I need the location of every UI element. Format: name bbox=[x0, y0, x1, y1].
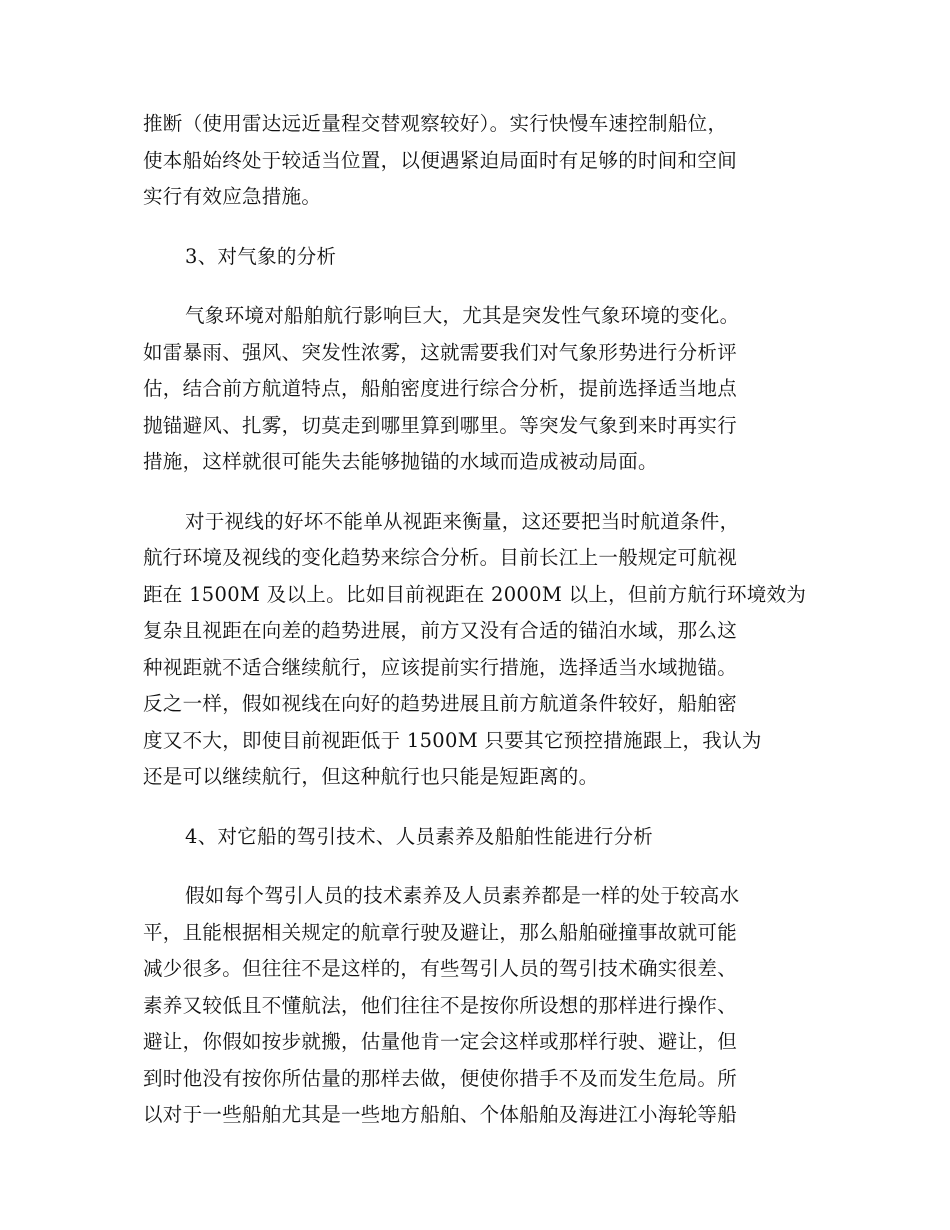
text-line: 气象环境对船舶航行影响巨大，尤其是突发性气象环境的变化。 bbox=[185, 304, 740, 327]
text-line: 实行有效应急措施。 bbox=[143, 185, 322, 208]
text-line: 距在 1500M 及以上。比如目前视距在 2000M 以上，但前方航行环境效为 bbox=[143, 582, 807, 606]
text-line: 估，结合前方航道特点，船舶密度进行综合分析，提前选择适当地点 bbox=[143, 377, 738, 400]
text-line: 以对于一些船舶尤其是一些地方船舶、个体船舶及海进江小海轮等船 bbox=[143, 1103, 738, 1126]
text-line: 航行环境及视线的变化趋势来综合分析。目前长江上一般规定可航视 bbox=[143, 546, 738, 569]
document-body bbox=[143, 106, 807, 1157]
text-line: 还是可以继续航行，但这种航行也只能是短距离的。 bbox=[143, 765, 599, 788]
paragraph-continuation bbox=[143, 106, 803, 216]
paragraph-pilots bbox=[143, 878, 803, 1134]
text-line: 种视距就不适合继续航行，应该提前实行措施，选择适当水域抛锚。 bbox=[143, 655, 738, 679]
text-line: 平，且能根据相关规定的航章行驶及避让，那么船舶碰撞事故就可能 bbox=[143, 920, 738, 944]
text-line: 素养又较低且不懂航法，他们往往不是按你所设想的那样进行操作、 bbox=[143, 993, 738, 1017]
text-line: 抛锚避风、扎雾，切莫走到哪里算到哪里。等突发气象到来时再实行 bbox=[143, 413, 738, 437]
text-line: 到时他没有按你所估量的那样去做，便使你措手不及而发生危局。所 bbox=[143, 1066, 738, 1090]
text-line: 减少很多。但往往不是这样的，有些驾引人员的驾引技术确实很差、 bbox=[143, 957, 738, 980]
text-line: 使本船始终处于较适当位置，以便遇紧迫局面时有足够的时间和空间 bbox=[143, 148, 738, 172]
text-line: 假如每个驾引人员的技术素养及人员素养都是一样的处于较高水 bbox=[185, 884, 740, 907]
text-line: 推断（使用雷达远近量程交替观察较好）。实行快慢车速控制船位， bbox=[143, 112, 728, 135]
text-line: 反之一样，假如视线在向好的趋势进展且前方航道条件较好，船舶密 bbox=[143, 692, 738, 715]
text-line: 度又不大，即使目前视距低于 1500M 只要其它预控措施跟上，我认为 bbox=[143, 728, 762, 752]
section-heading-4: 4、对它船的驾引技术、人员素养及船舶性能进行分析 bbox=[185, 824, 654, 848]
text-line: 避让，你假如按步就搬，估量他肯一定会这样或那样行驶、避让，但 bbox=[143, 1030, 738, 1053]
text-line: 措施，这样就很可能失去能够抛锚的水域而造成被动局面。 bbox=[143, 450, 658, 473]
section-heading-3: 3、对气象的分析 bbox=[185, 244, 337, 268]
text-line: 对于视线的好坏不能单从视距来衡量，这还要把当时航道条件， bbox=[185, 509, 740, 533]
paragraph-weather bbox=[143, 298, 803, 481]
text-line: 复杂且视距在向差的趋势进展，前方又没有合适的锚泊水域，那么这 bbox=[143, 619, 738, 642]
paragraph-visibility bbox=[143, 504, 807, 796]
text-line: 如雷暴雨、强风、突发性浓雾，这就需要我们对气象形势进行分析评 bbox=[143, 340, 738, 364]
